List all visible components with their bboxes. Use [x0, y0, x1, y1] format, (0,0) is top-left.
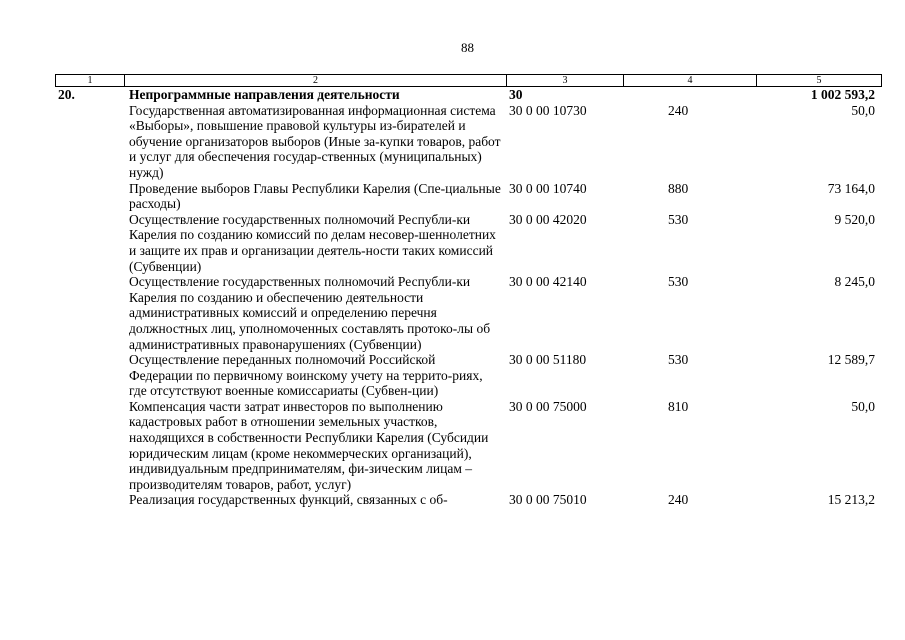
header-cell-1: 1: [56, 75, 125, 87]
row-sum: 9 520,0: [834, 211, 875, 227]
header-row: [56, 75, 882, 87]
row-expense-type: 530: [668, 211, 689, 227]
row-code: 30 0 00 42020: [509, 211, 587, 227]
header-cell-2: 2: [125, 75, 507, 87]
row-code: 30 0 00 42140: [509, 274, 587, 290]
row-expense-type: [623, 87, 756, 103]
row-name: Непрограммные направления деятельности: [129, 87, 400, 102]
row-number: [55, 181, 124, 212]
row-number: [55, 352, 124, 399]
page-number: 88: [461, 40, 474, 55]
row-name: Государственная автоматизированная информационная система «Выборы», повышение правовой культуры из-бирателей и обучение организаторов выборов (Иные за-купки товаров, работ и услуг для обеспечения государ-ственных (муниципальных) нужд): [129, 102, 501, 180]
row-name: Осуществление государственных полномочий Республи-ки Карелия по созданию и обеспечению деятельности административных комиссий и определению перечня должностных лиц, уполномоченных составлять протоко-лы об административных правонарушениях (Субвенции): [129, 274, 491, 352]
table-row: [55, 352, 881, 399]
row-sum: 12 589,7: [827, 352, 875, 368]
table-row: [55, 103, 881, 181]
header-cell-5: 5: [757, 75, 882, 87]
row-number: [55, 399, 124, 493]
row-sum: 8 245,0: [834, 274, 875, 290]
row-number: [55, 212, 124, 274]
table-row: [55, 274, 881, 352]
row-code: 30 0 00 75010: [509, 492, 587, 508]
row-number: [55, 274, 124, 352]
row-sum: 15 213,2: [827, 492, 875, 508]
budget-table: [55, 87, 881, 508]
table-row: [55, 212, 881, 274]
row-expense-type: 240: [668, 102, 689, 118]
row-expense-type: 810: [668, 398, 689, 414]
table-row: [55, 181, 881, 212]
header-cell-3: 3: [507, 75, 624, 87]
row-code: 30: [509, 87, 523, 102]
row-name: Осуществление переданных полномочий Российской Федерации по первичному воинскому учету на террито-риях, где отсутствуют военные комиссариаты (Субвен-ции): [129, 352, 483, 399]
row-code: 30 0 00 51180: [509, 352, 587, 368]
table-row: [55, 399, 881, 493]
row-expense-type: 240: [668, 492, 689, 508]
table-row: [55, 87, 881, 103]
row-name: Проведение выборов Главы Республики Карелия (Спе-циальные расходы): [129, 180, 501, 212]
row-name: Реализация государственных функций, связанных с об-: [129, 492, 448, 508]
column-number-header: [55, 74, 882, 87]
row-code: 30 0 00 10740: [509, 180, 587, 196]
row-sum: 73 164,0: [827, 180, 875, 196]
row-expense-type: 530: [668, 274, 689, 290]
table-row: [55, 492, 881, 508]
row-code: 30 0 00 10730: [509, 102, 587, 118]
row-name: Осуществление государственных полномочий Республи-ки Карелия по созданию комиссий по делам несовер-шеннолетних и защите их прав и организации деятель-ности таких комиссий (Субвенции): [129, 211, 496, 274]
row-number: [55, 103, 124, 181]
header-cell-4: 4: [624, 75, 757, 87]
row-sum: 1 002 593,2: [810, 87, 875, 102]
row-expense-type: 880: [668, 180, 689, 196]
row-sum: 50,0: [851, 102, 875, 118]
row-code: 30 0 00 75000: [509, 398, 587, 414]
row-sum: 50,0: [851, 398, 875, 414]
row-expense-type: 530: [668, 352, 689, 368]
row-number: 20.: [58, 87, 75, 102]
row-number: [55, 492, 124, 508]
row-name: Компенсация части затрат инвесторов по выполнению кадастровых работ в отношении земельных участков, находящихся в собственности Республики Карелия (Субсидии юридическим лицам (кроме некоммерческих организаций), индивидуальным предпринимателям, фи-зическим лицам – производителям товаров, работ, услуг): [129, 398, 489, 492]
